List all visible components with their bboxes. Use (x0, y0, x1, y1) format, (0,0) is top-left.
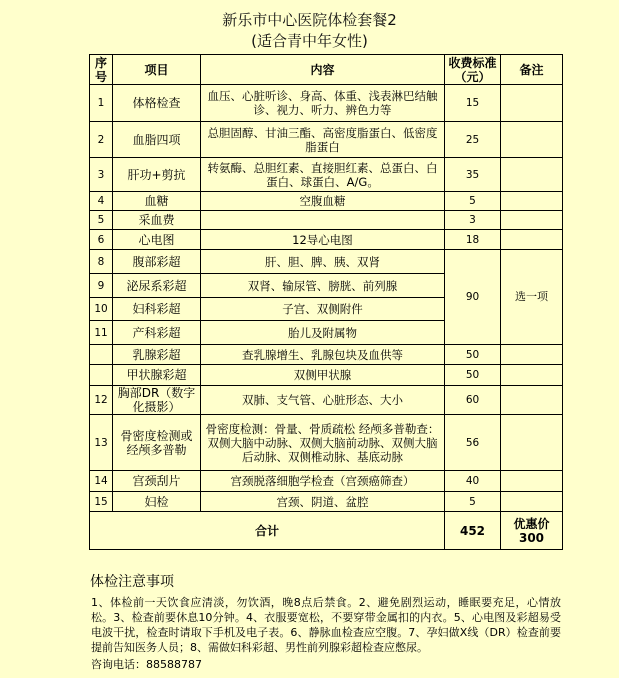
row-num: 1 (90, 85, 113, 122)
total-label: 合计 (90, 512, 445, 550)
row-num: 3 (90, 158, 113, 192)
header-content: 内容 (201, 55, 445, 85)
row-price: 18 (445, 230, 501, 250)
row-num: 12 (90, 386, 113, 415)
table-row (90, 345, 563, 365)
row-item: 肝功+剪抗 (113, 158, 201, 192)
table-row (90, 386, 563, 415)
row-note (501, 345, 563, 365)
row-num (90, 345, 113, 365)
table-total-row (90, 512, 563, 550)
notes-title: 体检注意事项 (90, 574, 174, 590)
row-item: 腹部彩超 (113, 250, 201, 274)
table-row (90, 415, 563, 471)
table-row (90, 230, 563, 250)
row-num: 14 (90, 471, 113, 492)
page-subtitle: (适合青中年女性) (251, 32, 368, 50)
notes-body: 1、体检前一天饮食应清淡，勿饮酒，晚8点后禁食。2、避免剧烈运动，睡眠要充足，心情放松。3、检查前要休息10分钟。4、衣服要宽松，不要穿带金属扣的内衣。5、心电图及彩超易受电波干扰，检查时请取下手机及电子表。6、静脉血检查应空腹。7、孕妇做X线（DR）检查前要提前告知医务人员；8、需做妇科彩超、男性前列腺彩超检查应憋尿。 (91, 596, 561, 654)
row-num: 2 (90, 122, 113, 158)
row-item: 血糖 (113, 192, 201, 211)
row-price: 3 (445, 211, 501, 230)
row-content: 双肾、输尿管、膀胱、前列腺 (201, 274, 445, 298)
row-content: 12导心电图 (201, 230, 445, 250)
ultrasound-group-price: 90 (445, 250, 501, 345)
row-price: 50 (445, 345, 501, 365)
row-item: 采血费 (113, 211, 201, 230)
row-content: 胎儿及附属物 (201, 321, 445, 345)
table-row (90, 122, 563, 158)
row-content: 总胆固醇、甘油三酯、高密度脂蛋白、低密度脂蛋白 (201, 122, 445, 158)
row-content: 查乳腺增生、乳腺包块及血供等 (201, 345, 445, 365)
table-row (90, 250, 563, 274)
row-item: 甲状腺彩超 (113, 365, 201, 386)
row-item: 泌尿系彩超 (113, 274, 201, 298)
row-item: 体格检查 (113, 85, 201, 122)
row-note (501, 492, 563, 512)
table-row (90, 158, 563, 192)
checkup-package-table (89, 54, 563, 550)
table-row (90, 492, 563, 512)
header-price: 收费标准（元） (445, 55, 501, 85)
row-note (501, 192, 563, 211)
row-item: 妇检 (113, 492, 201, 512)
row-item: 乳腺彩超 (113, 345, 201, 365)
row-content (201, 211, 445, 230)
row-content: 肝、胆、脾、胰、双肾 (201, 250, 445, 274)
row-content: 子宫、双侧附件 (201, 298, 445, 321)
row-num: 6 (90, 230, 113, 250)
contact-phone: 咨询电话：88588787 (91, 658, 202, 671)
row-price: 56 (445, 415, 501, 471)
row-content: 宫颈、阴道、盆腔 (201, 492, 445, 512)
row-content: 血压、心脏听诊、身高、体重、浅表淋巴结触诊、视力、听力、辨色力等 (201, 85, 445, 122)
row-note (501, 211, 563, 230)
row-price: 40 (445, 471, 501, 492)
row-num: 8 (90, 250, 113, 274)
row-content: 双肺、支气管、心脏形态、大小 (201, 386, 445, 415)
header-note: 备注 (501, 55, 563, 85)
row-note (501, 158, 563, 192)
row-num: 10 (90, 298, 113, 321)
row-price: 60 (445, 386, 501, 415)
table-row (90, 471, 563, 492)
row-item: 血脂四项 (113, 122, 201, 158)
row-price: 35 (445, 158, 501, 192)
row-item: 心电图 (113, 230, 201, 250)
row-item: 妇科彩超 (113, 298, 201, 321)
row-note (501, 471, 563, 492)
row-item: 骨密度检测或经颅多普勒 (113, 415, 201, 471)
row-content: 双侧甲状腺 (201, 365, 445, 386)
total-value: 452 (445, 512, 501, 550)
row-note (501, 230, 563, 250)
row-content: 转氨酶、总胆红素、直接胆红素、总蛋白、白蛋白、球蛋白、A/G。 (201, 158, 445, 192)
header-num: 序号 (90, 55, 113, 85)
row-price: 25 (445, 122, 501, 158)
row-price: 50 (445, 365, 501, 386)
table-row (90, 211, 563, 230)
row-price: 5 (445, 192, 501, 211)
discount-price: 优惠价300 (501, 512, 563, 550)
header-item: 项目 (113, 55, 201, 85)
row-item: 胸部DR（数字化摄影） (113, 386, 201, 415)
row-item: 产科彩超 (113, 321, 201, 345)
row-content: 骨密度检测：骨量、骨质疏松 经颅多普勒查：双侧大脑中动脉、双侧大脑前动脉、双侧大脑后动脉、双侧椎动脉、基底动脉 (201, 415, 445, 471)
row-num: 9 (90, 274, 113, 298)
row-price: 15 (445, 85, 501, 122)
table-header-row (90, 55, 563, 85)
row-num: 4 (90, 192, 113, 211)
row-num (90, 365, 113, 386)
row-num: 15 (90, 492, 113, 512)
row-item: 宫颈刮片 (113, 471, 201, 492)
row-num: 11 (90, 321, 113, 345)
row-note (501, 386, 563, 415)
row-note (501, 365, 563, 386)
row-num: 13 (90, 415, 113, 471)
row-price: 5 (445, 492, 501, 512)
page-title: 新乐市中心医院体检套餐2 (222, 11, 397, 29)
row-content: 空腹血糖 (201, 192, 445, 211)
table-row (90, 85, 563, 122)
table-row (90, 192, 563, 211)
row-note (501, 122, 563, 158)
ultrasound-group-note: 选一项 (501, 250, 563, 345)
row-note (501, 415, 563, 471)
row-note (501, 85, 563, 122)
row-content: 宫颈脱落细胞学检查（宫颈癌筛查） (201, 471, 445, 492)
table-row (90, 365, 563, 386)
row-num: 5 (90, 211, 113, 230)
